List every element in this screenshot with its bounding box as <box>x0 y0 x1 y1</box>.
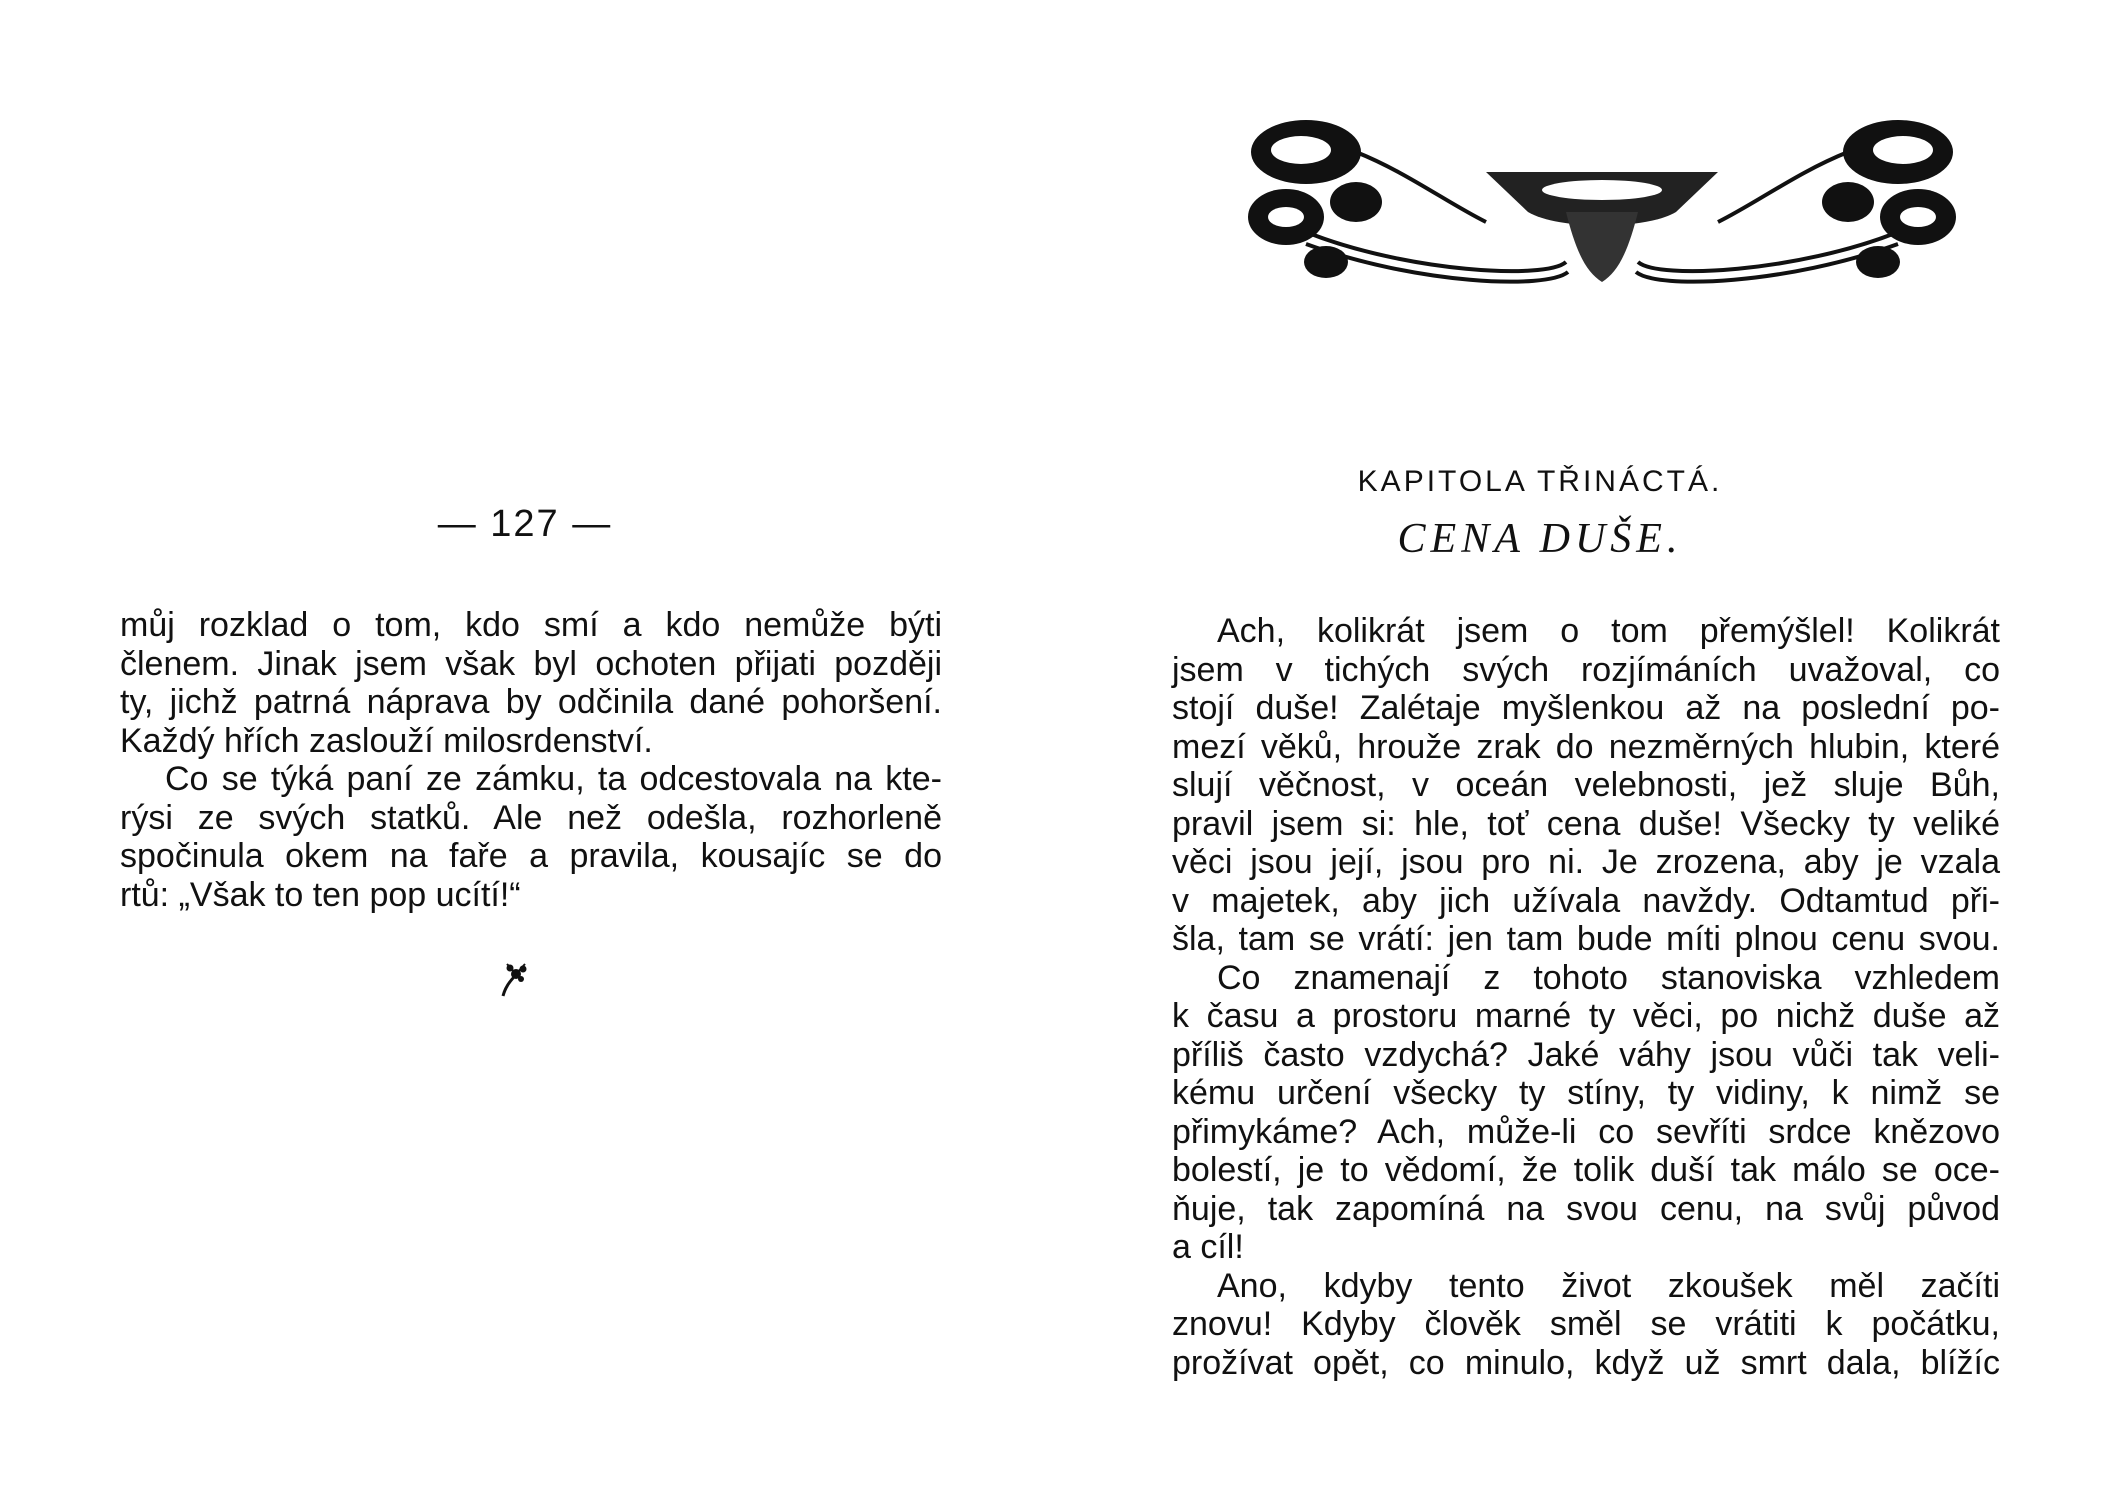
text-line: mezí věků, hrouže zrak do nezměrných hlubin, které <box>1172 727 2000 766</box>
art-nouveau-headpiece-icon <box>1246 112 1958 290</box>
text-line: Každý hřích zaslouží milosrdenství. <box>120 721 653 760</box>
page-number: — 127 — <box>437 503 613 545</box>
text-line: stojí duše! Zalétaje myšlenkou až na poslední po- <box>1172 689 2000 727</box>
text-line: a cíl! <box>1172 1228 1244 1266</box>
text-line: můj rozklad o tom, kdo smí a kdo nemůže býti <box>120 606 942 644</box>
text-line: šla, tam se vrátí: jen tam bude míti plnou cenu svou. <box>1172 920 2000 958</box>
text-line: rýsi ze svých statků. Ale než odešla, rozhorleně <box>120 798 942 837</box>
text-line: Co se týká paní ze zámku, ta odcestovala na kte- <box>165 760 942 798</box>
chapter-title: CENA DUŠE. <box>1397 516 1683 562</box>
text-line: rtů: „Však to ten pop ucítí!“ <box>120 875 521 914</box>
text-line: přimykáme? Ach, může-li co sevříti srdce knězovo <box>1172 1112 2000 1151</box>
text-line: členem. Jinak jsem však byl ochoten přijati později <box>120 644 942 683</box>
text-line: příliš často vzdychá? Jaké váhy jsou vůči tak veli- <box>1172 1035 2000 1074</box>
text-line: Ach, kolikrát jsem o tom přemýšlel! Kolikrát <box>1217 612 2000 650</box>
text-line: pravil jsem si: hle, toť cena duše! Všecky ty veliké <box>1172 804 2000 843</box>
text-line: kému určení všecky ty stíny, ty vidiny, k nimž se <box>1172 1074 2000 1112</box>
chapter-label: KAPITOLA TŘINÁCTÁ. <box>1357 465 1723 498</box>
text-line: jsem v tichých svých rozjímáních uvažoval, co <box>1172 650 2000 689</box>
text-line: bolestí, je to vědomí, že tolik duší tak málo se oce- <box>1172 1151 2000 1189</box>
fleuron-icon <box>497 960 531 1000</box>
text-line: prožívat opět, co minulo, když už smrt dala, blížíc <box>1172 1343 2000 1382</box>
text-line: slují věčnost, v oceán velebnosti, jež sluje Bůh, <box>1172 766 2000 804</box>
text-line: znovu! Kdyby člověk směl se vrátiti k počátku, <box>1172 1305 2000 1343</box>
text-line: ty, jichž patrná náprava by odčinila dané pohoršení. <box>120 683 942 721</box>
text-line: k času a prostoru marné ty věci, po nichž duše až <box>1172 997 2000 1035</box>
text-line: Co znamenají z tohoto stanoviska vzhledem <box>1217 958 2000 997</box>
text-line: věci jsou její, jsou pro ni. Je zrozena, aby je vzala <box>1172 843 2000 881</box>
text-line: Ano, kdyby tento život zkoušek měl začíti <box>1217 1266 2000 1305</box>
text-line: ňuje, tak zapomíná na svou cenu, na svůj původ <box>1172 1189 2000 1228</box>
text-line: v majetek, aby jich užívala navždy. Odtamtud při- <box>1172 881 2000 920</box>
right-body-text <box>1172 612 2000 1382</box>
left-body-text <box>120 606 942 914</box>
text-line: spočinula okem na faře a pravila, kousajíc se do <box>120 837 942 875</box>
